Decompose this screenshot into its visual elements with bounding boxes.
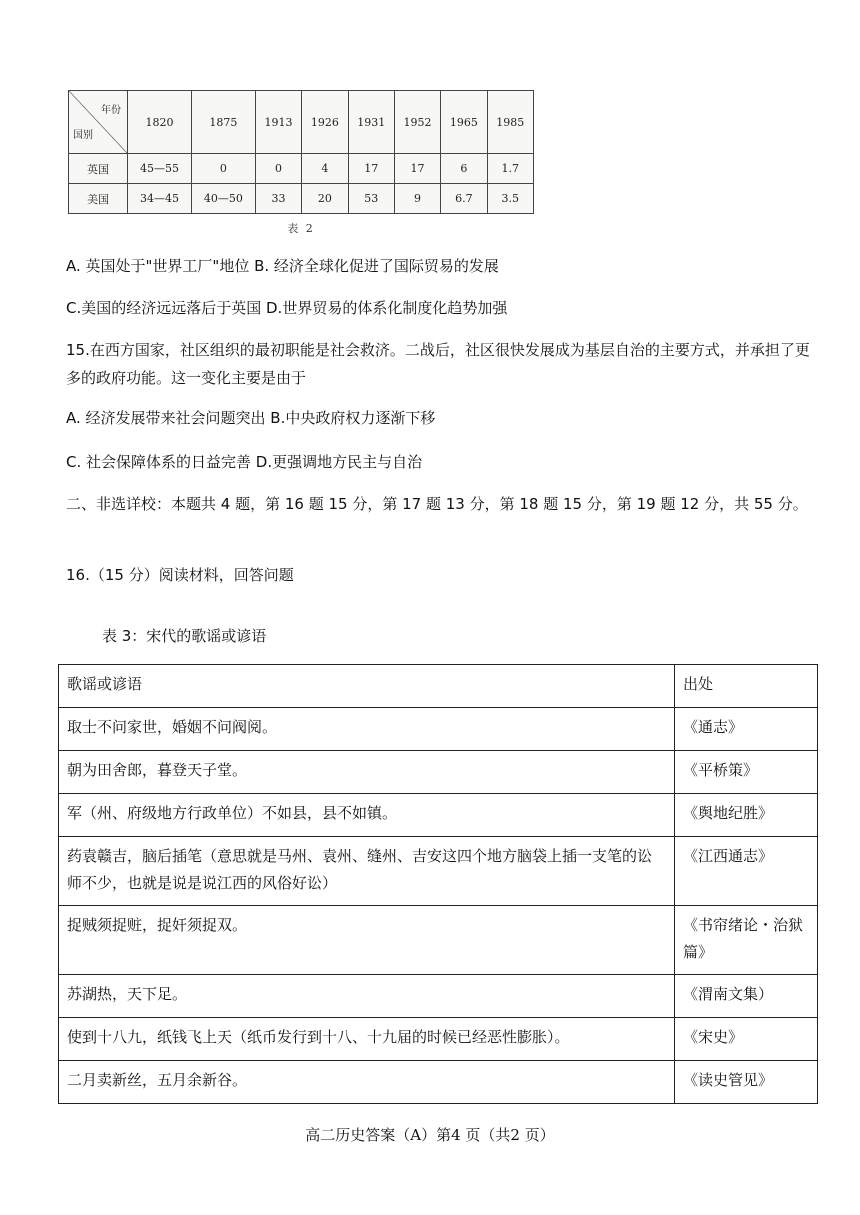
source-cell: 《读史管见》 (675, 1061, 818, 1104)
section-heading: 二、非选详校：本题共 4 题，第 16 题 15 分，第 17 题 13 分，第 18 题 15 分，第 19 题 12 分，共 55 分。 (66, 495, 808, 513)
q15-options-cd: C. 社会保障体系的日益完善 D.更强调地方民主与自治 (66, 453, 423, 471)
corner-year-label: 年份 (101, 105, 121, 116)
value-cell: 0 (255, 154, 301, 184)
value-cell: 3.5 (487, 184, 533, 214)
value-cell: 53 (348, 184, 394, 214)
source-cell: 《宋史》 (675, 1018, 818, 1061)
page-footer: 高二历史答案（A）第4 页（共2 页） (305, 1126, 555, 1144)
table-row (59, 906, 818, 975)
q15-options-ab: A. 经济发展带来社会问题突出 B.中央政府权力逐渐下移 (66, 409, 436, 427)
table2-row-uk (69, 154, 534, 184)
source-cell: 《江西通志》 (675, 837, 818, 906)
table-row (59, 837, 818, 906)
q14-options-cd: C.美国的经济远远落后于英国 D.世界贸易的体系化制度化趋势加强 (66, 299, 508, 317)
value-cell: 17 (348, 154, 394, 184)
value-cell: 40—50 (191, 184, 255, 214)
proverbs-table (58, 664, 818, 1104)
value-cell: 0 (191, 154, 255, 184)
value-cell: 9 (394, 184, 440, 214)
proverb-cell: 药袁赣吉，脑后插笔（意思就是马州、袁州、缝州、吉安这四个地方脑袋上插一支笔的讼师不少，也就是说是说江西的风俗好讼） (59, 837, 675, 906)
value-cell: 1.7 (487, 154, 533, 184)
year-cell: 1875 (191, 91, 255, 154)
table3-caption: 表 3：宋代的歌谣或谚语 (102, 627, 267, 645)
table-row (59, 708, 818, 751)
value-cell: 33 (255, 184, 301, 214)
table2-header-row (69, 91, 534, 154)
year-cell: 1952 (394, 91, 440, 154)
source-cell: 《舆地纪胜》 (675, 794, 818, 837)
year-cell: 1926 (302, 91, 348, 154)
year-cell: 1820 (128, 91, 192, 154)
table-row (59, 975, 818, 1018)
proverb-cell: 朝为田舍郎，暮登天子堂。 (59, 751, 675, 794)
scanned-table-2 (68, 90, 534, 235)
proverb-cell: 捉贼须捉赃，捉奸须捉双。 (59, 906, 675, 975)
q14-options-ab: A. 英国处于"世界工厂"地位 B. 经济全球化促进了国际贸易的发展 (66, 257, 499, 275)
q16-title: 16.（15 分）阅读材料，回答问题 (66, 566, 294, 584)
country-cell: 英国 (69, 154, 128, 184)
header-text-cell: 歌谣或谚语 (59, 665, 675, 708)
table2-caption: 表 2 (287, 222, 315, 235)
value-cell: 6 (441, 154, 487, 184)
proverb-cell: 军（州、府级地方行政单位）不如县，县不如镇。 (59, 794, 675, 837)
proverb-cell: 使到十八九，纸钱飞上天（纸币发行到十八、十九届的时候已经恶性膨胀）。 (59, 1018, 675, 1061)
proverb-cell: 苏湖热，天下足。 (59, 975, 675, 1018)
year-cell: 1931 (348, 91, 394, 154)
value-cell: 17 (394, 154, 440, 184)
table-row (59, 1061, 818, 1104)
value-cell: 45—55 (128, 154, 192, 184)
table-row (59, 794, 818, 837)
table-row (59, 1018, 818, 1061)
table2-row-us (69, 184, 534, 214)
table-row (59, 751, 818, 794)
value-cell: 6.7 (441, 184, 487, 214)
source-cell: 《平桥策》 (675, 751, 818, 794)
source-cell: 《通志》 (675, 708, 818, 751)
trade-share-table (68, 90, 534, 214)
value-cell: 34—45 (128, 184, 192, 214)
country-cell: 美国 (69, 184, 128, 214)
corner-country-label: 国别 (73, 130, 93, 141)
table3-header-row (59, 665, 818, 708)
proverb-cell: 取士不问家世，婚姻不问阀阅。 (59, 708, 675, 751)
proverb-cell: 二月卖新丝，五月余新谷。 (59, 1061, 675, 1104)
year-cell: 1913 (255, 91, 301, 154)
value-cell: 20 (302, 184, 348, 214)
source-cell: 《渭南文集） (675, 975, 818, 1018)
source-cell: 《书帘绪论・治狱篇》 (675, 906, 818, 975)
year-cell: 1965 (441, 91, 487, 154)
header-source-cell: 出处 (675, 665, 818, 708)
table2-corner-cell (69, 91, 128, 154)
value-cell: 4 (302, 154, 348, 184)
q15-stem: 15.在西方国家，社区组织的最初职能是社会救济。二战后，社区很快发展成为基层自治的主要方式，并承担了更多的政府功能。这一变化主要是由于 (66, 341, 810, 387)
year-cell: 1985 (487, 91, 533, 154)
